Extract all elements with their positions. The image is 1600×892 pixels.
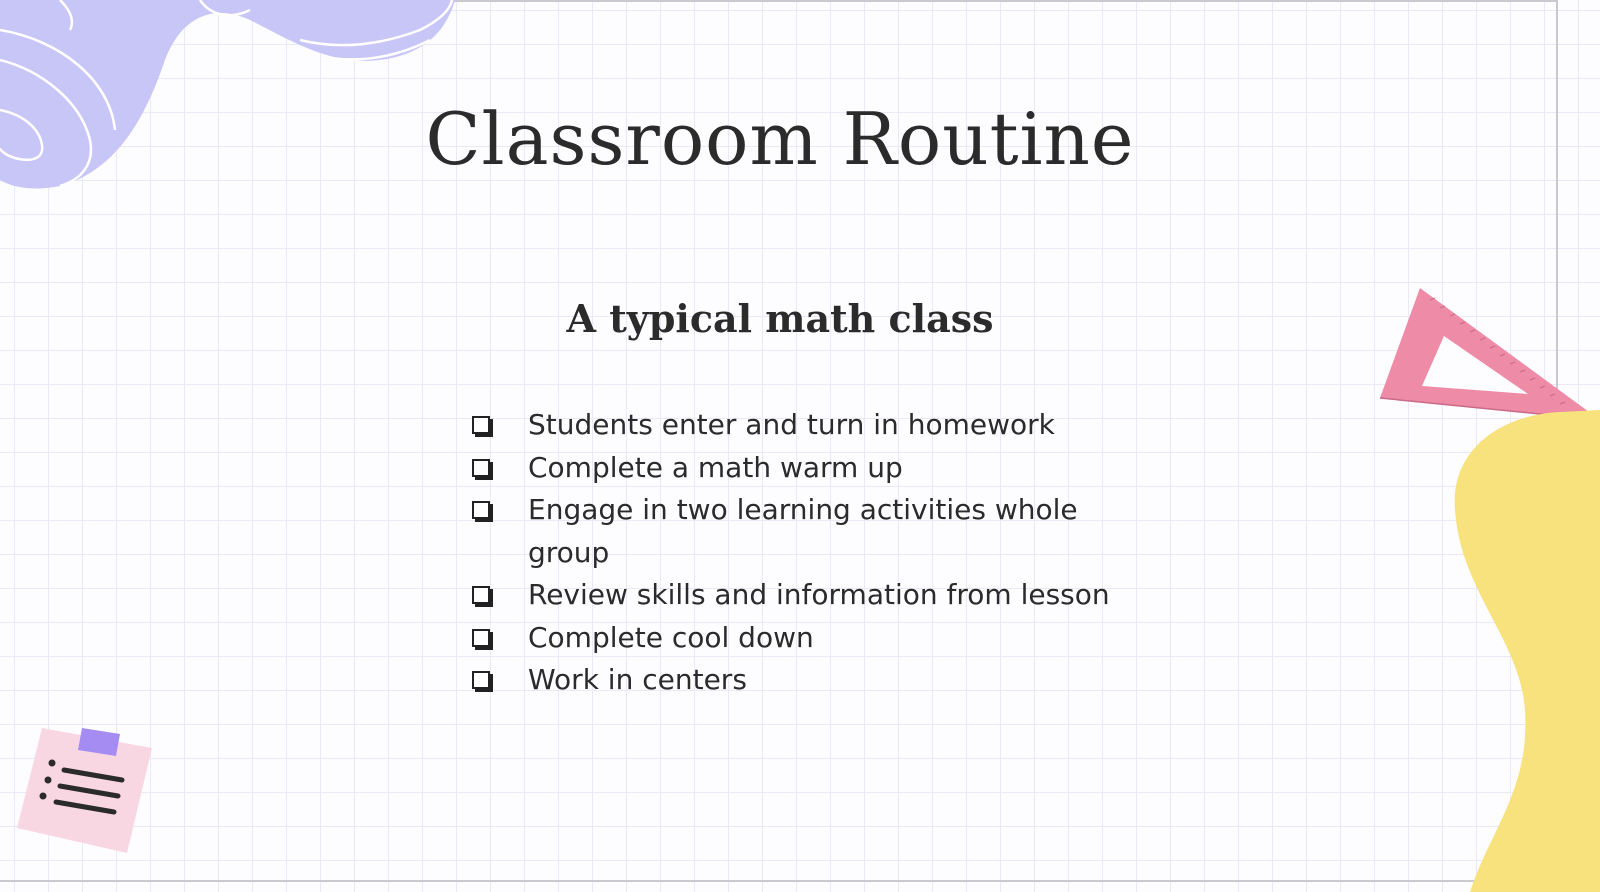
checklist-item bbox=[472, 489, 1112, 574]
yellow-blob-decoration bbox=[1450, 410, 1600, 892]
checkbox-icon bbox=[472, 671, 490, 689]
checklist-item bbox=[472, 447, 1112, 490]
routine-checklist bbox=[472, 404, 1112, 702]
checkbox-icon bbox=[472, 459, 490, 477]
slide-subtitle: A typical math class bbox=[566, 296, 994, 341]
checklist-item-text: Complete cool down bbox=[528, 620, 814, 654]
slide-title: Classroom Routine bbox=[425, 97, 1135, 181]
checklist-item-text: Engage in two learning activities whole group bbox=[528, 493, 1078, 569]
checklist-item bbox=[472, 404, 1112, 447]
checkbox-icon bbox=[472, 586, 490, 604]
checklist-item bbox=[472, 574, 1112, 617]
checklist-item-text: Students enter and turn in homework bbox=[528, 408, 1055, 441]
checkbox-icon bbox=[472, 416, 490, 434]
checklist-item-text: Review skills and information from lesson bbox=[528, 578, 1110, 611]
checklist-item bbox=[472, 617, 1112, 660]
checklist-item-text: Work in centers bbox=[528, 663, 747, 696]
checklist-item-text: Complete a math warm up bbox=[528, 450, 903, 484]
checkbox-icon bbox=[472, 629, 490, 647]
checklist-item bbox=[472, 659, 1112, 702]
sticky-note-icon bbox=[12, 728, 162, 858]
checkbox-icon bbox=[472, 501, 490, 519]
